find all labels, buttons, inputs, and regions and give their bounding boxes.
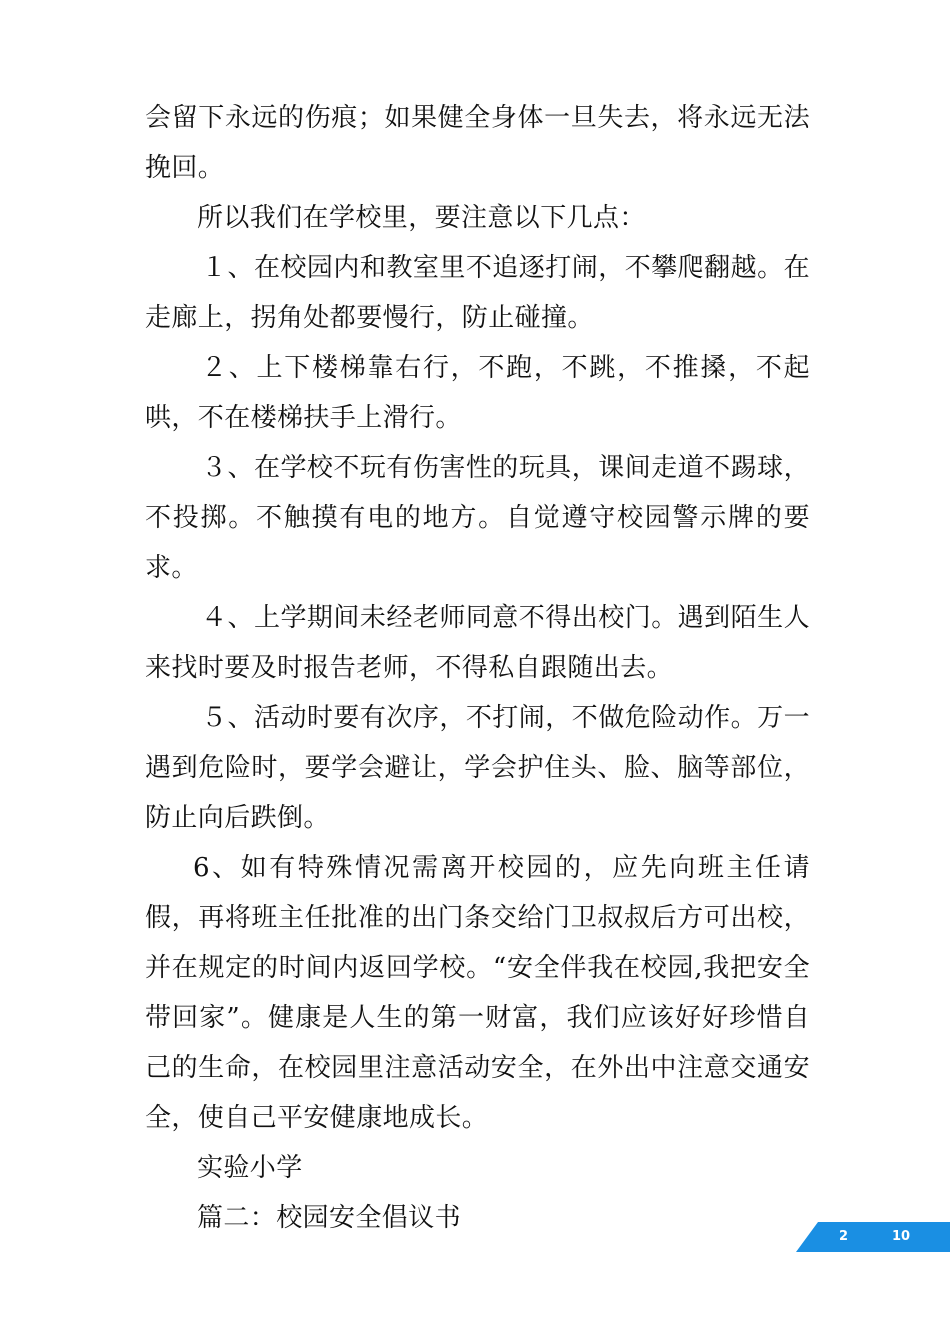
list-item-5: ５、活动时要有次序，不打闹，不做危险动作。万一遇到危险时，要学会避让，学会护住头、脸、脑等部位，防止向后跌倒。 xyxy=(145,703,810,833)
total-pages-number: 10 xyxy=(892,1229,911,1244)
current-page-number: 2 xyxy=(839,1229,849,1244)
paragraph-continuation: 会留下永远的伤痕；如果健全身体一旦失去，将永远无法挽回。 xyxy=(145,103,810,183)
list-item-1: １、在校园内和教室里不追逐打闹，不攀爬翻越。在走廊上，拐角处都要慢行，防止碰撞。 xyxy=(145,253,810,333)
section-heading: 篇二：校园安全倡议书 xyxy=(197,1203,462,1233)
list-item-2: ２、上下楼梯靠右行，不跑，不跳，不推搡，不起哄，不在楼梯扶手上滑行。 xyxy=(145,353,810,433)
list-item-3: ３、在学校不玩有伤害性的玩具，课间走道不踢球，不投掷。不触摸有电的地方。自觉遵守校园警示牌的要求。 xyxy=(145,453,810,583)
signature-school: 实验小学 xyxy=(197,1153,303,1183)
list-item-4: ４、上学期间未经老师同意不得出校门。遇到陌生人来找时要及时报告老师，不得私自跟随出去。 xyxy=(145,603,810,683)
document-body xyxy=(145,93,810,1243)
footer-banner-shape xyxy=(796,1222,950,1252)
paragraph-intro-points: 所以我们在学校里，要注意以下几点： xyxy=(197,203,646,233)
list-item-6: 6、如有特殊情况需离开校园的，应先向班主任请假，再将班主任批准的出门条交给门卫叔叔后方可出校，并在规定的时间内返回学校。“安全伴我在校园,我把安全带回家”。健康是人生的第一财富，我们应该好好珍惜自己的生命，在校园里注意活动安全，在外出中注意交通安全，使自己平安健康地成长。 xyxy=(145,853,810,1133)
page-footer-badge xyxy=(796,1222,950,1252)
